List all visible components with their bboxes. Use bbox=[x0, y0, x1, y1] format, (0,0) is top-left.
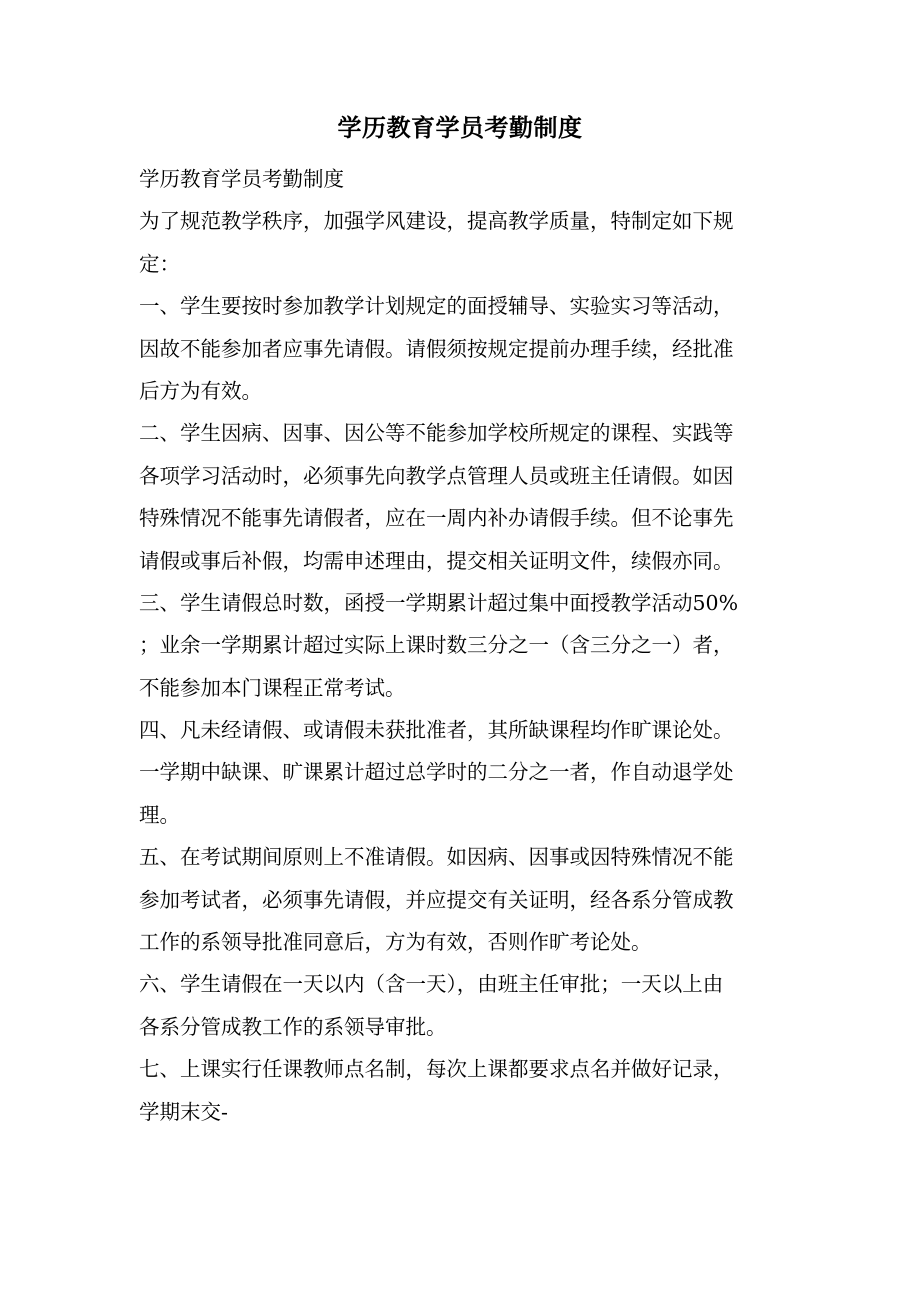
body-line: 六、学生请假在一天以内（含一天），由班主任审批；一天以上由 bbox=[139, 972, 724, 997]
body-line: 三、学生请假总时数，函授一学期累计超过集中面授教学活动50% bbox=[139, 590, 739, 615]
body-line: 工作的系领导批准同意后，方为有效，否则作旷考论处。 bbox=[139, 930, 652, 955]
body-line: 一、学生要按时参加教学计划规定的面授辅导、实验实习等活动， bbox=[139, 294, 734, 319]
document-body bbox=[139, 158, 779, 1133]
body-line: ；业余一学期累计超过实际上课时数三分之一（含三分之一）者， bbox=[139, 633, 734, 658]
body-line: 五、在考试期间原则上不准请假。如因病、因事或因特殊情况不能 bbox=[139, 845, 734, 870]
document-title: 学历教育学员考勤制度 bbox=[337, 113, 583, 142]
body-line: 各系分管成教工作的系领导审批。 bbox=[139, 1014, 447, 1039]
body-line: 定： bbox=[139, 251, 180, 276]
body-line: 二、学生因病、因事、因公等不能参加学校所规定的课程、实践等 bbox=[139, 421, 734, 446]
body-line: 学历教育学员考勤制度 bbox=[139, 167, 344, 191]
body-line: 为了规范教学秩序，加强学风建设，提高教学质量，特制定如下规 bbox=[139, 209, 734, 234]
body-line: 七、上课实行任课教师点名制，每次上课都要求点名并做好记录， bbox=[139, 1057, 734, 1082]
body-line: 后方为有效。 bbox=[139, 378, 262, 403]
body-line: 特殊情况不能事先请假者，应在一周内补办请假手续。但不论事先 bbox=[139, 506, 734, 531]
body-line: 参加考试者，必须事先请假，并应提交有关证明，经各系分管成教 bbox=[139, 887, 734, 912]
body-line: 一学期中缺课、旷课累计超过总学时的二分之一者，作自动退学处 bbox=[139, 760, 734, 785]
body-line: 理。 bbox=[139, 802, 180, 827]
body-line: 各项学习活动时，必须事先向教学点管理人员或班主任请假。如因 bbox=[139, 463, 734, 488]
body-line: 学期末交- bbox=[139, 1099, 228, 1124]
body-line: 请假或事后补假，均需申述理由，提交相关证明文件，续假亦同。 bbox=[139, 548, 734, 573]
body-line: 因故不能参加者应事先请假。请假须按规定提前办理手续，经批准 bbox=[139, 336, 734, 361]
body-line: 四、凡未经请假、或请假未获批准者，其所缺课程均作旷课论处。 bbox=[139, 718, 734, 743]
body-line: 不能参加本门课程正常考试。 bbox=[139, 675, 406, 700]
